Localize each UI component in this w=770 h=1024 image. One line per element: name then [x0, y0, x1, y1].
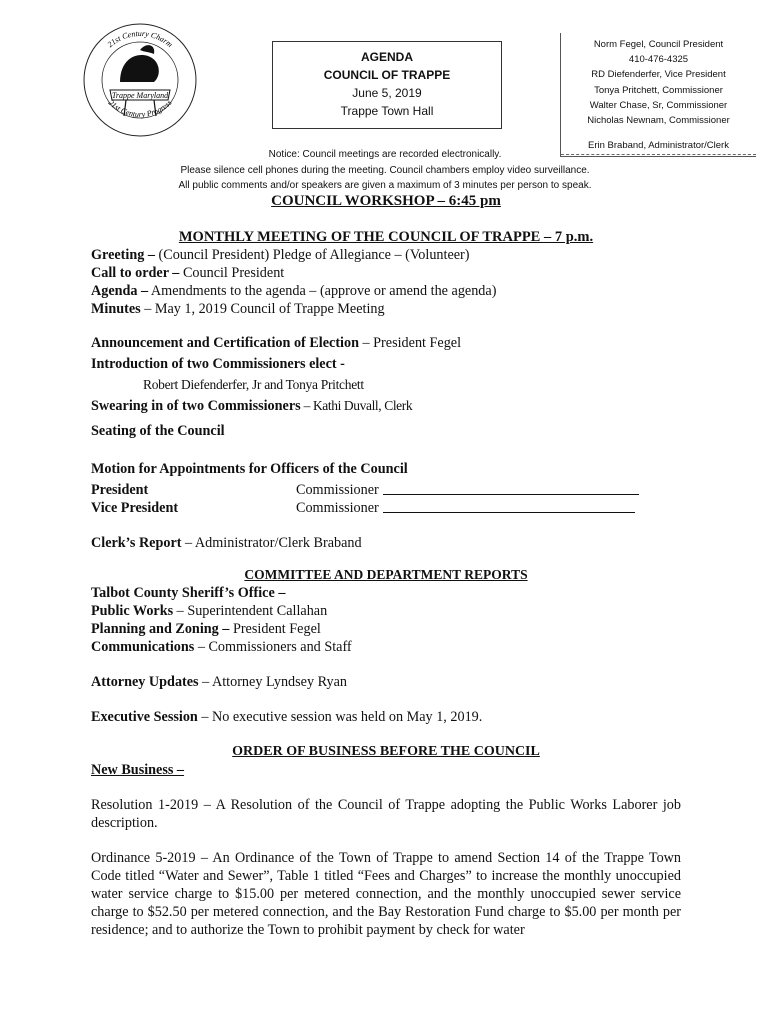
- resolution-item: Resolution 1-2019 – A Resolution of the Council of Trappe adopting the Public Works Laborer job description.: [91, 797, 681, 831]
- election-announcement: Announcement and Certification of Election – President Fegel: [91, 335, 462, 351]
- administrator-clerk: Erin Braband, Administrator/Clerk: [561, 138, 756, 155]
- commissioner-2: Walter Chase, Sr, Commissioner: [589, 99, 728, 111]
- vice-president: RD Diefenderfer, Vice President: [591, 69, 726, 81]
- executive-session-line: Executive Session – No executive session was held on May 1, 2019.: [91, 709, 483, 725]
- greeting-line: Greeting – (Council President) Pledge of Allegiance – (Volunteer): [91, 247, 470, 263]
- commissioners-names: Robert Diefenderfer, Jr and Tonya Pritchett: [143, 377, 364, 392]
- agenda-amendments-line: Agenda – Amendments to the agenda – (approve or amend the agenda): [91, 283, 497, 299]
- town-seal-logo: [80, 20, 200, 140]
- attorney-updates-line: Attorney Updates – Attorney Lyndsey Ryan: [91, 674, 347, 690]
- sheriff-report-line: Talbot County Sheriff’s Office –: [91, 585, 286, 601]
- council-members-box: [560, 33, 756, 157]
- seal-banner-text: Trappe Maryland: [111, 91, 169, 100]
- clerk-report-line: Clerk’s Report – Administrator/Clerk Braband: [91, 535, 362, 551]
- order-of-business-title: ORDER OF BUSINESS BEFORE THE COUNCIL: [232, 744, 540, 759]
- agenda-header-box: [272, 41, 502, 129]
- call-to-order-line: Call to order – Council President: [91, 265, 285, 281]
- monthly-meeting-title: MONTHLY MEETING OF THE COUNCIL OF TRAPPE – 7 p.m.: [178, 229, 594, 245]
- notice-line-3: All public comments and/or speakers are given a maximum of 3 minutes per person to speak.: [178, 180, 592, 191]
- meeting-notice: [0, 147, 770, 194]
- agenda-body: [91, 192, 681, 939]
- committee-reports-title: COMMITTEE AND DEPARTMENT REPORTS: [244, 567, 528, 582]
- council-president: Norm Fegel, Council President: [593, 39, 724, 50]
- meeting-date: June 5, 2019: [352, 86, 422, 100]
- council-phone: 410-476-4325: [628, 54, 689, 66]
- appointments-title: Motion for Appointments for Officers of the Council: [91, 461, 408, 477]
- ordinance-item: Ordinance 5-2019 – An Ordinance of the Town of Trappe to amend Section 14 of the Trappe Town Code titled “Water and Sewer”, Table 1 titled “Fees and Charges” to increase the monthly unoccupied water service charge to $15.00 per metered connection, and the monthly unoccupied sewer service charge to $52.50 per metered connection, and the Bay Restoration Fund charge to $5.00 per month per residence; and to authorize the Town to prohibit payment by check for water: [91, 850, 681, 938]
- vice-president-appointment-row: Vice President Commissioner: [91, 499, 681, 517]
- seating-line: Seating of the Council: [91, 423, 225, 439]
- meeting-location: Trappe Town Hall: [340, 104, 434, 118]
- notice-line-2: Please silence cell phones during the meeting. Council chambers employ video surveillance.: [180, 164, 590, 176]
- svg-text:21st Century Charm: [106, 29, 175, 49]
- agenda-label: AGENDA: [360, 50, 413, 64]
- commissioner-1: Tonya Pritchett, Commissioner: [594, 84, 723, 96]
- president-appointment-row: President Commissioner: [91, 481, 681, 499]
- swearing-in-line: Swearing in of two Commissioners – Kathi Duvall, Clerk: [91, 398, 413, 414]
- communications-line: Communications – Commissioners and Staff: [91, 639, 352, 655]
- council-name: COUNCIL OF TRAPPE: [323, 68, 451, 82]
- workshop-title: COUNCIL WORKSHOP – 6:45 pm: [271, 193, 501, 209]
- seal-bottom-text: 21st Century Progress: [106, 98, 174, 119]
- notice-line-1: Notice: Council meetings are recorded electronically.: [268, 149, 502, 160]
- svg-text:21st Century Progress: [107, 98, 174, 119]
- commissioners-intro: Introduction of two Commissioners elect -: [91, 356, 345, 372]
- planning-zoning-line: Planning and Zoning – President Fegel: [91, 621, 321, 637]
- commissioner-3: Nicholas Newnam, Commissioner: [587, 115, 730, 127]
- seal-top-text: 21st Century Charm: [105, 28, 175, 50]
- minutes-line: Minutes – May 1, 2019 Council of Trappe Meeting: [91, 301, 385, 317]
- new-business-heading: New Business –: [91, 762, 185, 778]
- public-works-line: Public Works – Superintendent Callahan: [91, 603, 328, 619]
